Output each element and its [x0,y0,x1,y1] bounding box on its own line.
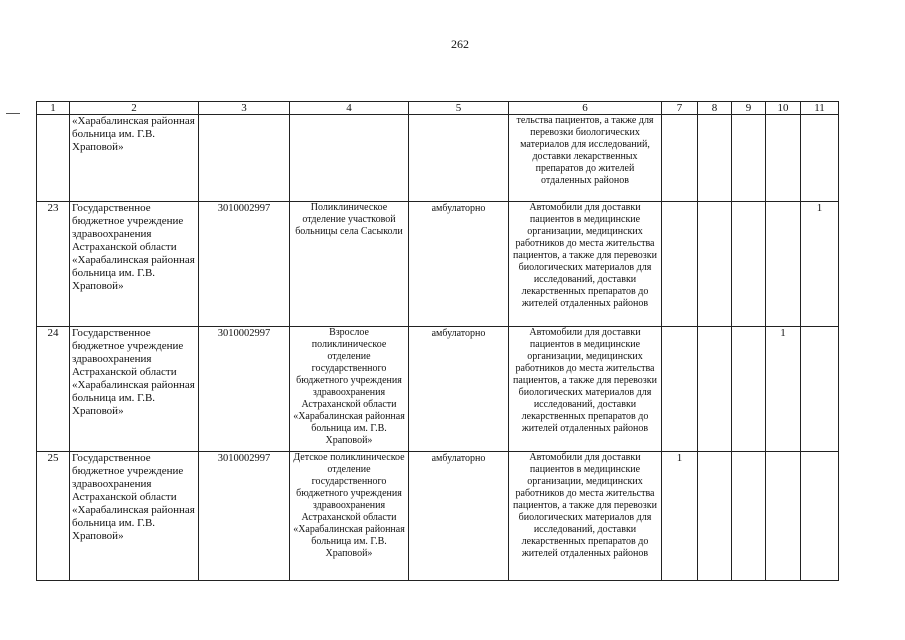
table-row [37,115,839,202]
division-name: Поликлиническое отделение участковой больницы села Сасыколи [290,202,409,327]
table-row [37,202,839,327]
care-type [409,115,509,202]
col-header-5: 5 [409,102,509,115]
care-type: амбулаторно [409,327,509,452]
value-col-7: 1 [662,452,698,581]
value-col-9 [732,202,766,327]
organization-code: 3010002997 [199,202,290,327]
col-header-1: 1 [37,102,70,115]
col-header-3: 3 [199,102,290,115]
margin-mark [6,113,20,114]
organization-code: 3010002997 [199,452,290,581]
value-col-8 [698,452,732,581]
value-col-10 [766,202,801,327]
row-number [37,115,70,202]
vehicle-purpose: тельства пациентов, а также для перевозки биологических материалов для исследований, доставки лекарственных препаратов до жителей отдаленных районов [509,115,662,202]
vehicle-purpose: Автомобили для доставки пациентов в медицинские организации, медицинских работников до места жительства пациентов, а также для перевозки биологических материалов для исследований, доставки лекарственных препаратов до жителей отдаленных районов [509,202,662,327]
col-header-10: 10 [766,102,801,115]
col-header-7: 7 [662,102,698,115]
col-header-6: 6 [509,102,662,115]
vehicle-purpose: Автомобили для доставки пациентов в медицинские организации, медицинских работников до места жительства пациентов, а также для перевозки биологических материалов для исследований, доставки лекарственных препаратов до жителей отдаленных районов [509,327,662,452]
data-table [36,101,839,581]
page-number: 262 [451,37,469,51]
division-name: Детское поликлиническое отделение государственного бюджетного учреждения здравоохранения Астраханской области «Харабалинская районная больница им. Г.В. Храповой» [290,452,409,581]
value-col-10: 1 [766,327,801,452]
value-col-7 [662,202,698,327]
col-header-9: 9 [732,102,766,115]
organization-name: Государственное бюджетное учреждение здравоохранения Астраханской области «Харабалинская районная больница им. Г.В. Храповой» [70,202,199,327]
value-col-10 [766,452,801,581]
value-col-8 [698,115,732,202]
row-number: 23 [37,202,70,327]
value-col-11 [801,327,839,452]
col-header-8: 8 [698,102,732,115]
value-col-10 [766,115,801,202]
value-col-8 [698,202,732,327]
value-col-9 [732,452,766,581]
organization-name: Государственное бюджетное учреждение здравоохранения Астраханской области «Харабалинская районная больница им. Г.В. Храповой» [70,327,199,452]
value-col-7 [662,327,698,452]
vehicle-purpose: Автомобили для доставки пациентов в медицинские организации, медицинских работников до места жительства пациентов, а также для перевозки биологических материалов для исследований, доставки лекарственных препаратов до жителей отдаленных районов [509,452,662,581]
value-col-11 [801,452,839,581]
row-number: 25 [37,452,70,581]
table-row [37,327,839,452]
care-type: амбулаторно [409,202,509,327]
division-name [290,115,409,202]
header-row [37,102,839,115]
col-header-2: 2 [70,102,199,115]
organization-code: 3010002997 [199,327,290,452]
col-header-11: 11 [801,102,839,115]
value-col-8 [698,327,732,452]
value-col-9 [732,327,766,452]
value-col-7 [662,115,698,202]
col-header-4: 4 [290,102,409,115]
row-number: 24 [37,327,70,452]
organization-code [199,115,290,202]
care-type: амбулаторно [409,452,509,581]
value-col-11 [801,115,839,202]
organization-name: Государственное бюджетное учреждение здравоохранения Астраханской области «Харабалинская районная больница им. Г.В. Храповой» [70,452,199,581]
division-name: Взрослое поликлиническое отделение государственного бюджетного учреждения здравоохранения Астраханской области «Харабалинская районная больница им. Г.В. Храповой» [290,327,409,452]
value-col-9 [732,115,766,202]
table-row [37,452,839,581]
organization-name: «Харабалинская районная больница им. Г.В. Храповой» [70,115,199,202]
value-col-11: 1 [801,202,839,327]
